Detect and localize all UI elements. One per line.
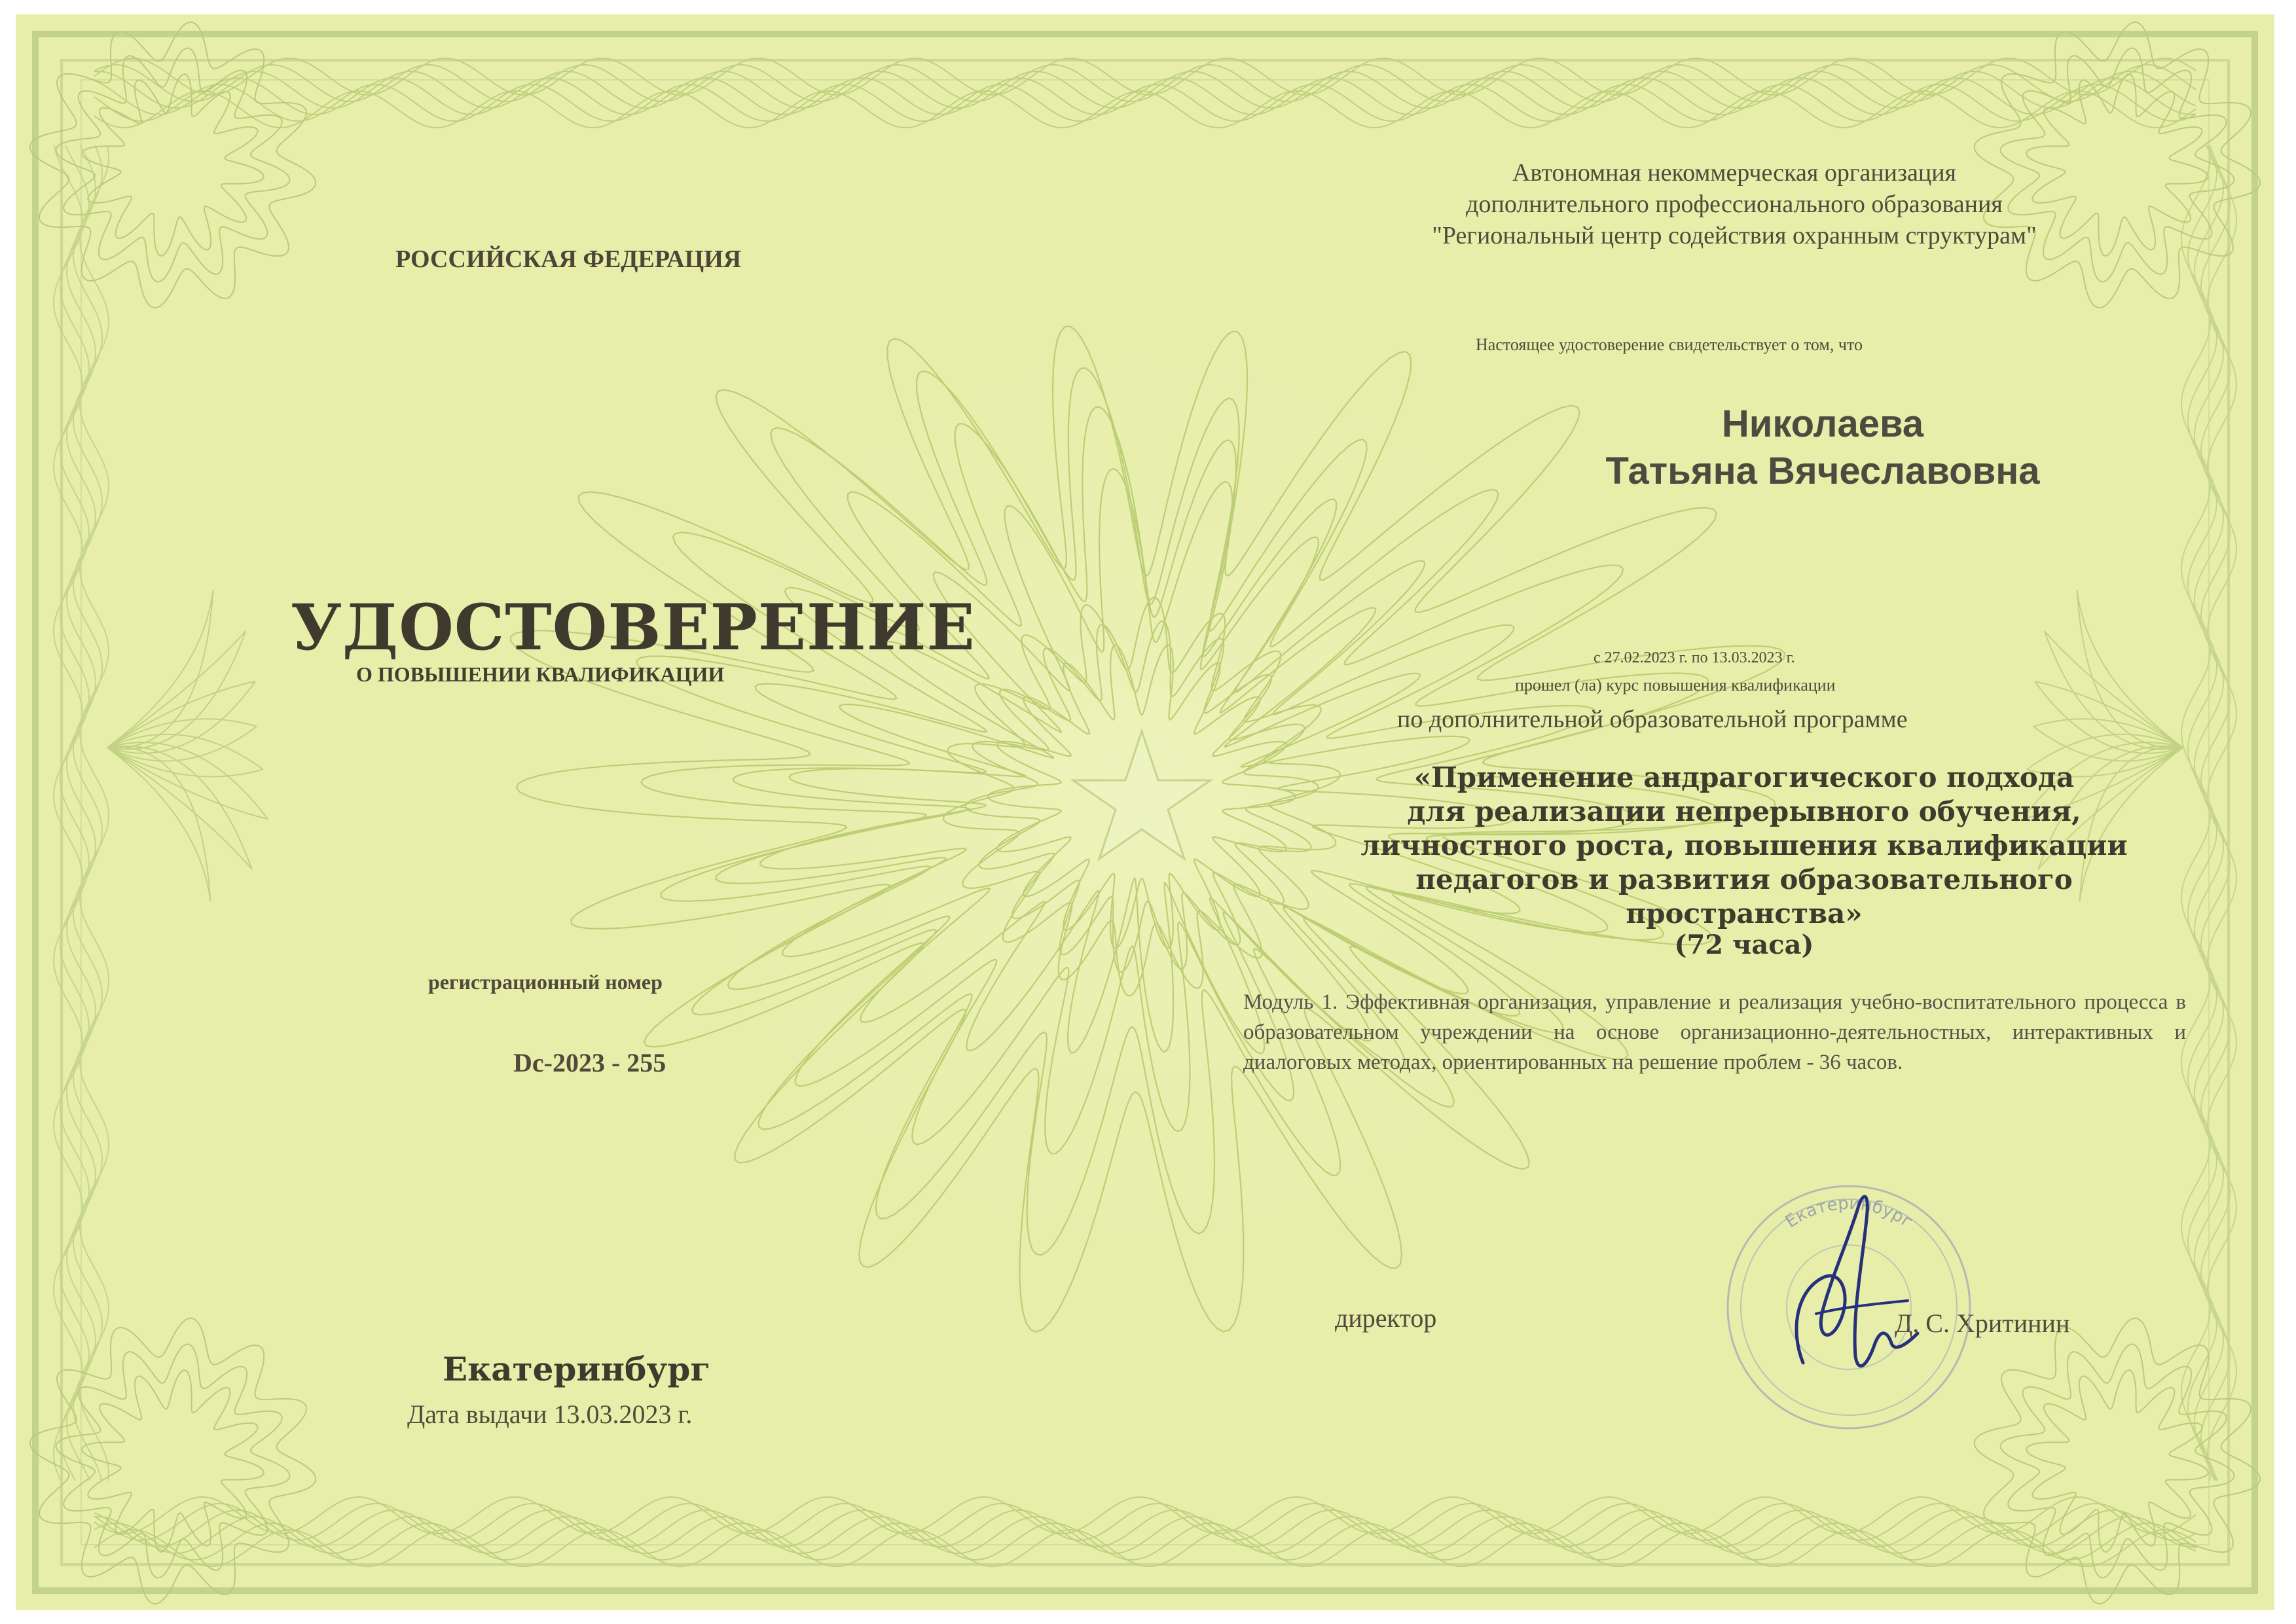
- certificate-subtitle: О ПОВЫШЕНИИ КВАЛИФИКАЦИИ: [356, 662, 725, 686]
- course-passed-text: прошел (ла) курс повышения квалификации: [1515, 676, 1836, 695]
- registration-number: Dc-2023 - 255: [513, 1048, 666, 1077]
- certificate-title: УДОСТОВЕРЕНИЕ: [291, 590, 975, 664]
- certifies-text: Настоящее удостоверение свидетельствует о том, что: [1476, 335, 1863, 354]
- org-line: "Региональный центр содействия охранным структурам": [1432, 222, 2037, 249]
- certificate-paper: [16, 14, 2274, 1610]
- country-name: РОССИЙСКАЯ ФЕДЕРАЦИЯ: [395, 245, 742, 273]
- program-hours: (72 часа): [1674, 929, 1814, 960]
- program-line: педагогов и развития образовательного: [1415, 863, 2073, 895]
- official-stamp: [1692, 1166, 2006, 1441]
- holder-given-names: Татьяна Вячеславовна: [1605, 450, 2040, 492]
- program-line: личностного роста, повышения квалификации: [1360, 829, 2128, 861]
- holder-surname: Николаева: [1721, 403, 1924, 445]
- program-title: [1299, 761, 2189, 931]
- module-description: Модуль 1. Эффективная организация, управление и реализация учебно-воспитательного процесса в образовательном учреждении на основе организационно-деятельностных, интерактивных и диалоговых методах, ориентированных на решение проблем - 36 часов.: [1243, 990, 2186, 1074]
- program-line: пространства»: [1626, 897, 1863, 929]
- director-label: директор: [1335, 1303, 1437, 1333]
- program-line: для реализации непрерывного обучения,: [1407, 795, 2081, 827]
- svg-text:Екатеринбург: Екатеринбург: [1781, 1193, 1916, 1233]
- course-period: с 27.02.2023 г. по 13.03.2023 г.: [1594, 649, 1795, 666]
- registration-label: регистрационный номер: [428, 970, 663, 994]
- program-intro: по дополнительной образовательной программе: [1397, 706, 1908, 733]
- director-name: Д. С. Хритинин: [1895, 1308, 2070, 1338]
- org-line: дополнительного профессионального образования: [1466, 190, 2003, 218]
- issue-date: Дата выдачи 13.03.2023 г.: [407, 1399, 693, 1429]
- program-line: «Применение андрагогического подхода: [1413, 761, 2075, 793]
- org-line: Автономная некоммерческая организация: [1512, 159, 1957, 187]
- issue-city: Екатеринбург: [443, 1350, 711, 1388]
- organization-name: [1319, 157, 2150, 251]
